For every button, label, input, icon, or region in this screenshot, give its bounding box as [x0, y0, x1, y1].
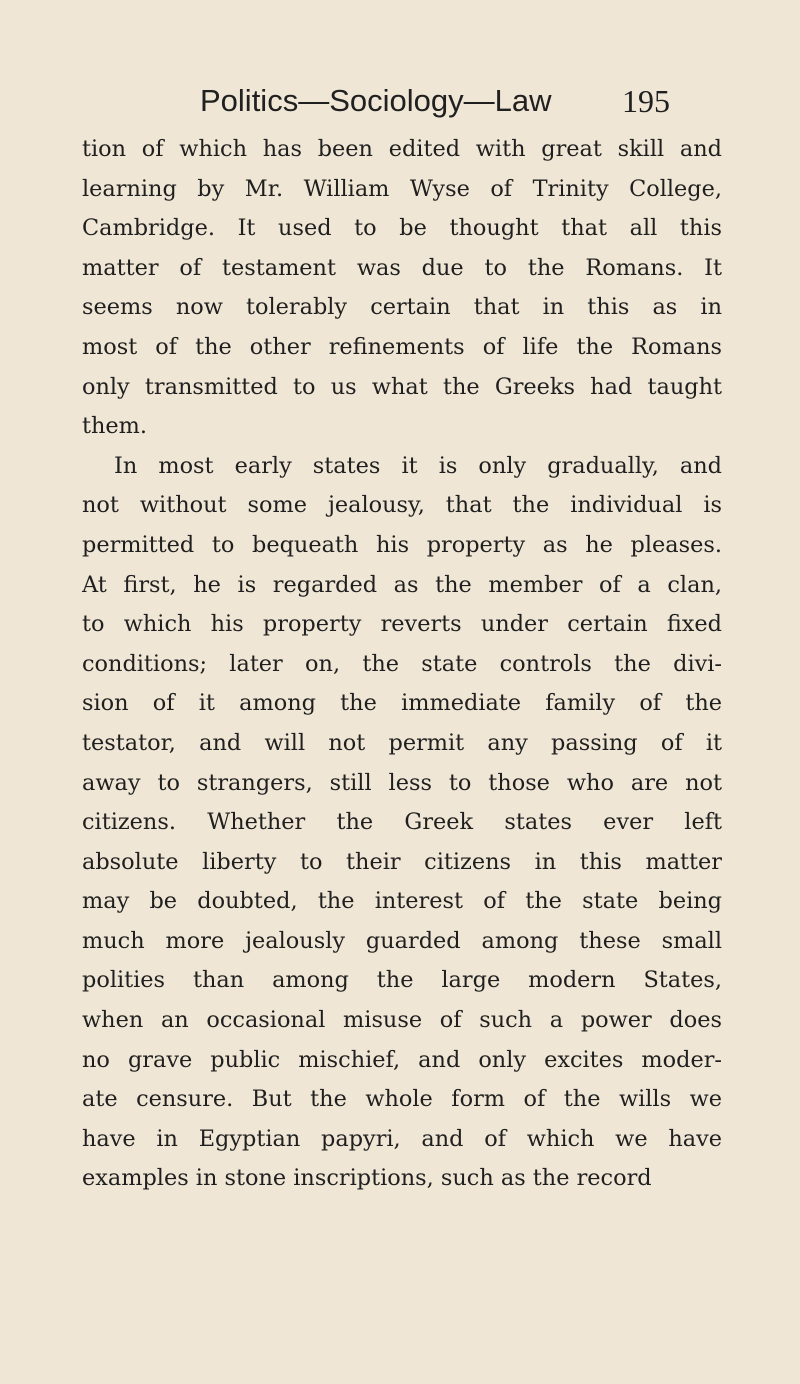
text-line: polities than among the large modern States, — [82, 967, 722, 994]
text-line: citizens. Whether the Greek states ever left — [82, 809, 722, 836]
text-line: At first, he is regarded as the member of a clan, — [82, 571, 722, 598]
text-line: matter of testament was due to the Romans. It — [82, 254, 722, 281]
running-head — [200, 78, 670, 124]
text-line: away to strangers, still less to those who are not — [82, 769, 722, 796]
text-line: learning by Mr. William Wyse of Trinity College, — [82, 175, 722, 202]
text-line: when an occasional misuse of such a power does — [82, 1007, 722, 1034]
text-line: have in Egyptian papyri, and of which we have — [82, 1125, 722, 1152]
text-line: permitted to bequeath his property as he pleases. — [82, 531, 722, 558]
text-line: absolute liberty to their citizens in this matter — [82, 848, 722, 875]
text-line: sion of it among the immediate family of the — [82, 690, 722, 717]
text-line: no grave public mischief, and only excites moder- — [82, 1046, 722, 1073]
text-line: much more jealously guarded among these small — [82, 927, 722, 954]
text-line: not without some jealousy, that the individual is — [82, 492, 722, 519]
text-line: examples in stone inscriptions, such as the record — [82, 1165, 652, 1192]
text-line: ate censure. But the whole form of the wills we — [82, 1086, 722, 1113]
body-text — [82, 130, 722, 1199]
text-line: to which his property reverts under certain fixed — [82, 611, 722, 638]
paragraph-start-line: In most early states it is only gradually, and — [114, 452, 722, 479]
text-line: testator, and will not permit any passing of it — [82, 729, 722, 756]
text-line: Cambridge. It used to be thought that all this — [82, 215, 722, 242]
text-line: most of the other refinements of life the Romans — [82, 333, 722, 360]
text-line: tion of which has been edited with great skill and — [82, 136, 722, 162]
text-line: seems now tolerably certain that in this as in — [82, 294, 722, 321]
paragraph-end-line: them. — [82, 413, 148, 440]
text-line: only transmitted to us what the Greeks had taught — [82, 373, 722, 400]
page-number: 195 — [622, 83, 670, 119]
text-line: may be doubted, the interest of the state being — [82, 888, 722, 915]
running-title: Politics—Sociology—Law — [200, 83, 552, 118]
text-line: conditions; later on, the state controls the divi- — [82, 650, 722, 677]
